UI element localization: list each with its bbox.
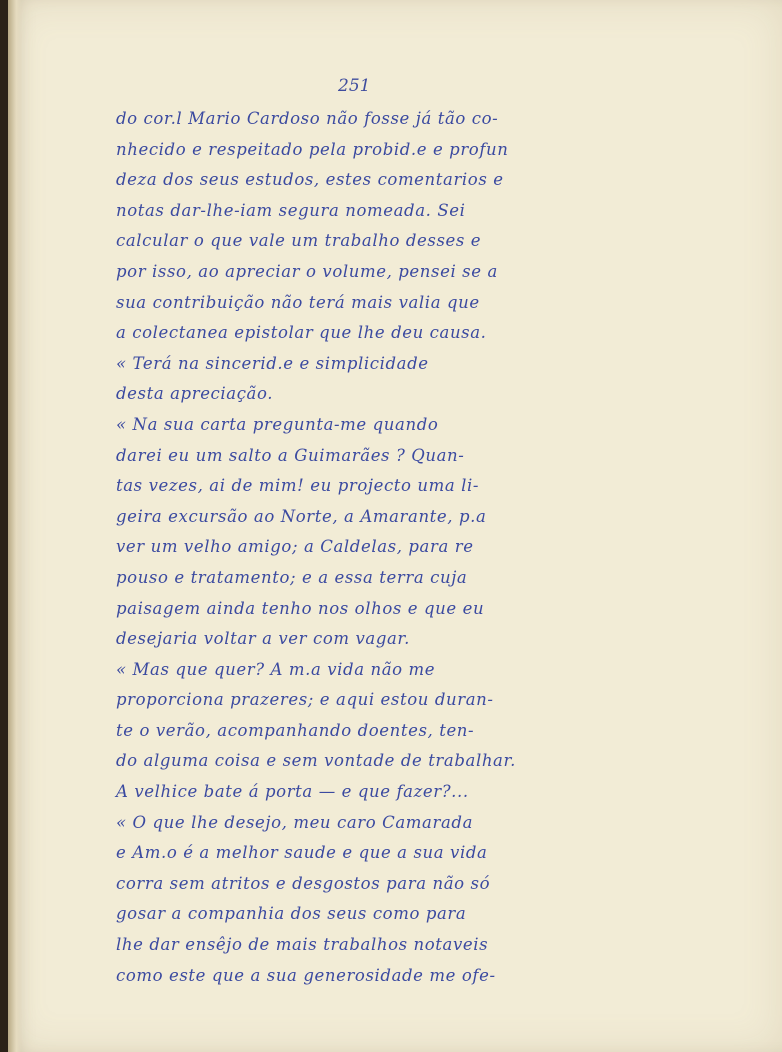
text-line: darei eu um salto a Guimarães ? Quan- bbox=[116, 445, 465, 465]
text-line: nhecido e respeitado pela probid.e e profun bbox=[116, 139, 509, 159]
text-line: A velhice bate á porta — e que fazer?... bbox=[116, 782, 469, 802]
text-line: por isso, ao apreciar o volume, pensei se a bbox=[116, 261, 498, 281]
text-line: lhe dar ensêjo de mais trabalhos notaveis bbox=[116, 935, 489, 955]
text-line: proporciona prazeres; e aqui estou duran- bbox=[116, 690, 494, 710]
text-line: « O que lhe desejo, meu caro Camarada bbox=[116, 812, 474, 832]
text-line: corra sem atritos e desgostos para não só bbox=[116, 873, 491, 893]
text-line: a colectanea epistolar que lhe deu causa. bbox=[116, 323, 487, 343]
text-line: desta apreciação. bbox=[116, 384, 274, 404]
text-line: notas dar-lhe-iam segura nomeada. Sei bbox=[116, 200, 466, 220]
text-line: te o verão, acompanhando doentes, ten- bbox=[116, 720, 475, 740]
text-line: pouso e tratamento; e a essa terra cuja bbox=[116, 567, 468, 587]
text-line: e Am.o é a melhor saude e que a sua vida bbox=[116, 843, 488, 863]
text-line: do alguma coisa e sem vontade de trabalhar. bbox=[116, 751, 517, 771]
page-binding-edge bbox=[8, 0, 22, 1052]
text-line: sua contribuição não terá mais valia que bbox=[116, 292, 480, 312]
text-line: paisagem ainda tenho nos olhos e que eu bbox=[116, 598, 485, 618]
text-line: « Mas que quer? A m.a vida não me bbox=[116, 659, 436, 679]
text-line: ver um velho amigo; a Caldelas, para re bbox=[116, 537, 474, 557]
text-line: gosar a companhia dos seus como para bbox=[116, 904, 467, 924]
text-line: « Terá na sincerid.e e simplicidade bbox=[116, 353, 429, 373]
text-line: deza dos seus estudos, estes comentarios e bbox=[116, 170, 504, 190]
manuscript-page bbox=[8, 0, 782, 1052]
text-line: geira excursão ao Norte, a Amarante, p.a bbox=[116, 506, 487, 526]
page-number: 251 bbox=[338, 76, 371, 96]
text-line: calcular o que vale um trabalho desses e bbox=[116, 231, 482, 251]
text-line: desejaria voltar a ver com vagar. bbox=[116, 629, 410, 649]
text-line: do cor.l Mario Cardoso não fosse já tão co- bbox=[116, 109, 499, 128]
text-line: tas vezes, ai de mim! eu projecto uma li- bbox=[116, 476, 480, 496]
handwritten-text bbox=[116, 104, 596, 991]
text-line: como este que a sua generosidade me ofe- bbox=[116, 965, 496, 985]
text-line: « Na sua carta pregunta-me quando bbox=[116, 414, 439, 434]
